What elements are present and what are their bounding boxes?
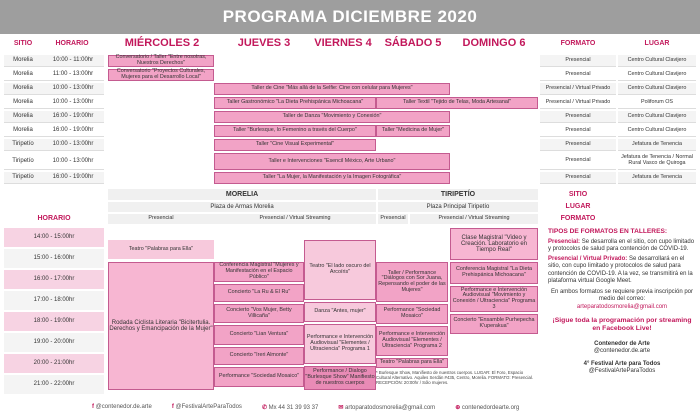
- row-sitio: Morelia: [4, 111, 42, 123]
- time-slot: 16:00 - 17:00hr: [4, 270, 104, 289]
- event-block: Teatro "El lado oscuro del Arcoíris": [304, 240, 376, 300]
- globe-icon: ⊕: [455, 404, 461, 411]
- row-sitio: Morelia: [4, 83, 42, 95]
- mail-icon: ✉: [338, 404, 344, 411]
- footer-web: contenedordearte.org: [461, 404, 520, 411]
- presencial-text: Se desarrolla en el sitio, con cupo limitado y protocolos de salud para contención de COVID-19.: [548, 238, 695, 253]
- plaza-morelia: Plaza de Armas Morelia: [108, 202, 376, 212]
- lugar-label: LUGAR: [565, 203, 591, 211]
- footer-mail: artoparatodosmorelia@gmail.com: [345, 404, 436, 411]
- row-formato: Presencial: [540, 172, 616, 184]
- row-lugar: Poliforum OS: [618, 97, 696, 109]
- row-lugar: Jefatura de Tenencia: [618, 139, 696, 151]
- formato-label: FORMATO: [560, 215, 596, 223]
- workshop-bar: Taller Gastronómico "La Dieta Prehispánica Michoacana": [214, 97, 376, 109]
- virtual-text: Se desarrollará en el sitio, con cupo limitado y protocolos de salud para contención de COVID-19. A la vez, se transmitirá en la plataforma virtual Google Meet.: [548, 256, 693, 284]
- lower-horario-header: HORARIO: [37, 215, 71, 223]
- footer: [0, 396, 700, 418]
- header-horario: HORARIO: [55, 40, 89, 48]
- event-block: Teatro "Palabras para Ella": [376, 358, 448, 368]
- event-block: Performance e Intervención Audiovisual "Movimiento y Conexión / Ultraciencia" Programa 3: [450, 286, 538, 312]
- page-title: PROGRAMA DICIEMBRE 2020: [222, 7, 478, 27]
- time-slot: 21:00 - 22:00hr: [4, 375, 104, 394]
- workshop-bar: Conversatorio "Proyectos Culturales, Mujeres para el Desarrollo Local": [108, 69, 214, 81]
- format-presencial-2: Presencial: [378, 214, 408, 224]
- festival-handle[interactable]: @FestivalArteParaTodos: [588, 368, 656, 375]
- row-sitio: Morelia: [4, 69, 42, 81]
- row-lugar: Centro Cultural Clavijero: [618, 111, 696, 123]
- event-block: Danza "Antes, mujer": [304, 302, 376, 322]
- event-block: Conferencia Magistral "Mujeres y Manifestación en el Espacio Público": [214, 262, 304, 282]
- row-hora: 10:00 - 13:00hr: [42, 97, 104, 109]
- header-day-3: VIERNES 4: [314, 37, 372, 50]
- row-lugar: Centro Cultural Clavijero: [618, 83, 696, 95]
- event-block: Performance "Sociedad Mosaico": [214, 367, 304, 387]
- presencial-label: Presencial:: [548, 238, 581, 245]
- format-virtual-2: Presencial / Virtual Streaming: [410, 214, 538, 224]
- event-block: Concierto "Lian Ventura": [214, 325, 304, 345]
- workshop-bar: Taller "La Mujer, la Manifestación y la Imagen Fotográfica": [214, 172, 450, 184]
- event-block: Concierto "La Ru & El Ru": [214, 284, 304, 302]
- event-block: Performance e Intervención Audiovisual "Elementes / Ultraciencia" Programa 2: [376, 326, 448, 356]
- contenedor-handle[interactable]: @contenedor.de.arte: [593, 348, 651, 355]
- row-formato: Presencial: [540, 111, 616, 123]
- row-formato: Presencial: [540, 55, 616, 67]
- row-hora: 10:00 - 13:00hr: [42, 83, 104, 95]
- registration-text: En ambos formatos se requiere previa inscripción por medio del correo:: [550, 289, 694, 303]
- header-day-4: SÁBADO 5: [384, 37, 442, 50]
- row-hora: 10:00 - 13:00hr: [42, 139, 104, 151]
- format-virtual: Presencial / Virtual Streaming: [214, 214, 376, 224]
- event-block: Clase Magistral "Video y Creación. Laboratorio en Tiempo Real": [450, 228, 538, 260]
- event-block: Performance "Sociedad Mosaico": [376, 304, 448, 324]
- row-sitio: Tiripetío: [4, 153, 42, 170]
- row-lugar: Centro Cultural Clavijero: [618, 55, 696, 67]
- row-formato: Presencial: [540, 139, 616, 151]
- workshop-bar: Taller "Burlesque, lo Femenino a través del Cuerpo": [214, 125, 376, 137]
- time-slot: 14:00 - 15:00hr: [4, 228, 104, 247]
- row-sitio: Tiripetío: [4, 172, 42, 184]
- facebook-icon: f: [92, 404, 94, 410]
- phone-icon: ✆: [261, 404, 267, 411]
- contenedor-name: Contenedor de Arte: [594, 340, 650, 347]
- workshop-bar: Taller "Cine Visual Experimental": [214, 139, 376, 151]
- row-formato: Presencial / Virtual Privado: [540, 97, 616, 109]
- row-sitio: Morelia: [4, 55, 42, 67]
- event-block: Performance e Intervención Audiovisual "Elementes / Ultraciencia" Programa 1: [304, 324, 376, 364]
- event-block: Concierto "Ensamble Purhepecha K'uperakua": [450, 314, 538, 334]
- formats-title: TIPOS DE FORMATOS EN TALLERES:: [548, 228, 668, 235]
- workshop-bar: Taller de Cine "Más allá de la Selfie: Cine con celular para Mujeres": [214, 83, 450, 95]
- title-bar: [0, 0, 700, 34]
- row-formato: Presencial / Virtual Privado: [540, 83, 616, 95]
- row-hora: 10:00 - 11:00hr: [42, 55, 104, 67]
- footer-item[interactable]: [92, 404, 152, 410]
- formats-panel: [548, 228, 696, 376]
- footer-fb1: @contenedor.de.arte: [95, 404, 152, 410]
- row-lugar: Centro Cultural Clavijero: [618, 125, 696, 137]
- tiripetio-header: TIRIPETÍO: [378, 189, 538, 200]
- row-lugar: Centro Cultural Clavijero: [618, 69, 696, 81]
- workshop-bar: Taller e Intervenciones "Esencil México, Arte Urbano": [214, 153, 450, 170]
- virtual-label: Presencial / Virtual Privado:: [548, 256, 628, 263]
- header-formato: FORMATO: [560, 40, 596, 48]
- event-block: Concierto "Vos Mujer, Betty Villicaña": [214, 304, 304, 323]
- header-day-5: DOMINGO 6: [462, 37, 526, 50]
- header-day-2: JUEVES 3: [237, 37, 291, 50]
- burlesque-note: * Burlesque Show, Manifiesto de nuestros cuerpos. LUGAR: El Foro, Espacio Cultural Alternativo. Aquiles Serdán #435, Centro, Morelia. FORMATO: Presencial. RECEPCIÓN: 20:00hr / Sólo mujeres.: [376, 370, 533, 386]
- time-slot: 15:00 - 16:00hr: [4, 249, 104, 268]
- workshop-bar: Conversatorio / Taller "Entre nosotras, Nuestros Derechos": [108, 55, 214, 67]
- footer-fb2: @FestivalArteParaTodos: [175, 404, 242, 410]
- row-formato: Presencial: [540, 153, 616, 170]
- time-slot: 18:00 - 19:00hr: [4, 312, 104, 331]
- row-sitio: Morelia: [4, 97, 42, 109]
- event-block: Performance / Dialogo "Burlesque Show" Manifiesto de nuestros cuerpos: [304, 366, 376, 390]
- time-slot: 19:00 - 20:00hr: [4, 333, 104, 352]
- event-block: Conferencia Magistral "La Dieta Prehispánica Michoacana": [450, 262, 538, 284]
- row-sitio: Morelia: [4, 125, 42, 137]
- row-sitio: Tiripetío: [4, 139, 42, 151]
- row-formato: Presencial: [540, 69, 616, 81]
- header-lugar: LUGAR: [644, 40, 670, 48]
- event-block: Concierto "Ireri Almonte": [214, 347, 304, 365]
- row-lugar: Jefatura de Tenencia: [618, 172, 696, 184]
- event-block: Rodada Ciclista Literaria "Bicitertulia. Derechos y Emancipación de la Mujer": [108, 262, 214, 390]
- footer-item[interactable]: [455, 404, 519, 411]
- footer-item[interactable]: [262, 404, 318, 411]
- facebook-icon: f: [171, 404, 174, 410]
- row-formato: Presencial: [540, 125, 616, 137]
- row-hora: 11:00 - 13:00hr: [42, 69, 104, 81]
- event-block: Teatro "Palabras para Ella": [108, 240, 214, 259]
- time-slot: 17:00 - 18:00hr: [4, 291, 104, 310]
- format-presencial: Presencial: [108, 214, 214, 224]
- row-hora: 10:00 - 13:00hr: [42, 153, 104, 170]
- morelia-header: MORELIA: [108, 189, 376, 200]
- footer-phone: Mx 44 31 39 93 37: [268, 404, 319, 411]
- header-sitio: SITIO: [13, 40, 33, 48]
- registration-email[interactable]: arteparatodosmorelia@gmail.com: [576, 304, 668, 311]
- row-hora: 16:00 - 19:00hr: [42, 125, 104, 137]
- festival-name: 4° Festival Arte para Todos: [583, 361, 661, 368]
- footer-item[interactable]: [172, 404, 242, 410]
- plaza-tiripetio: Plaza Principal Tiripetío: [378, 202, 538, 212]
- row-hora: 16:00 - 19:00hr: [42, 111, 104, 123]
- footer-item[interactable]: [338, 404, 435, 411]
- sitio-label: SITIO: [568, 190, 588, 198]
- time-slot: 20:00 - 21:00hr: [4, 354, 104, 373]
- event-block: Taller / Performance "Diálogos con Sor Juana, Repensando el poder de las Mujeres": [376, 262, 448, 302]
- workshop-bar: Taller "Medicina de Mujer": [376, 125, 450, 137]
- workshop-bar: Taller de Danza "Movimiento y Conexión": [214, 111, 450, 123]
- row-hora: 16:00 - 19:00hr: [42, 172, 104, 184]
- workshop-bar: Taller Textil "Tejido de Telas, Moda Artesanal": [376, 97, 538, 109]
- header-day-1: MIÉRCOLES 2: [124, 37, 200, 50]
- stream-note: ¡Sigue toda la programación por streaming en Facebook Live!: [552, 316, 692, 332]
- row-lugar: Jefatura de Tenencia / Normal Rural Vasco de Quiroga: [618, 153, 696, 170]
